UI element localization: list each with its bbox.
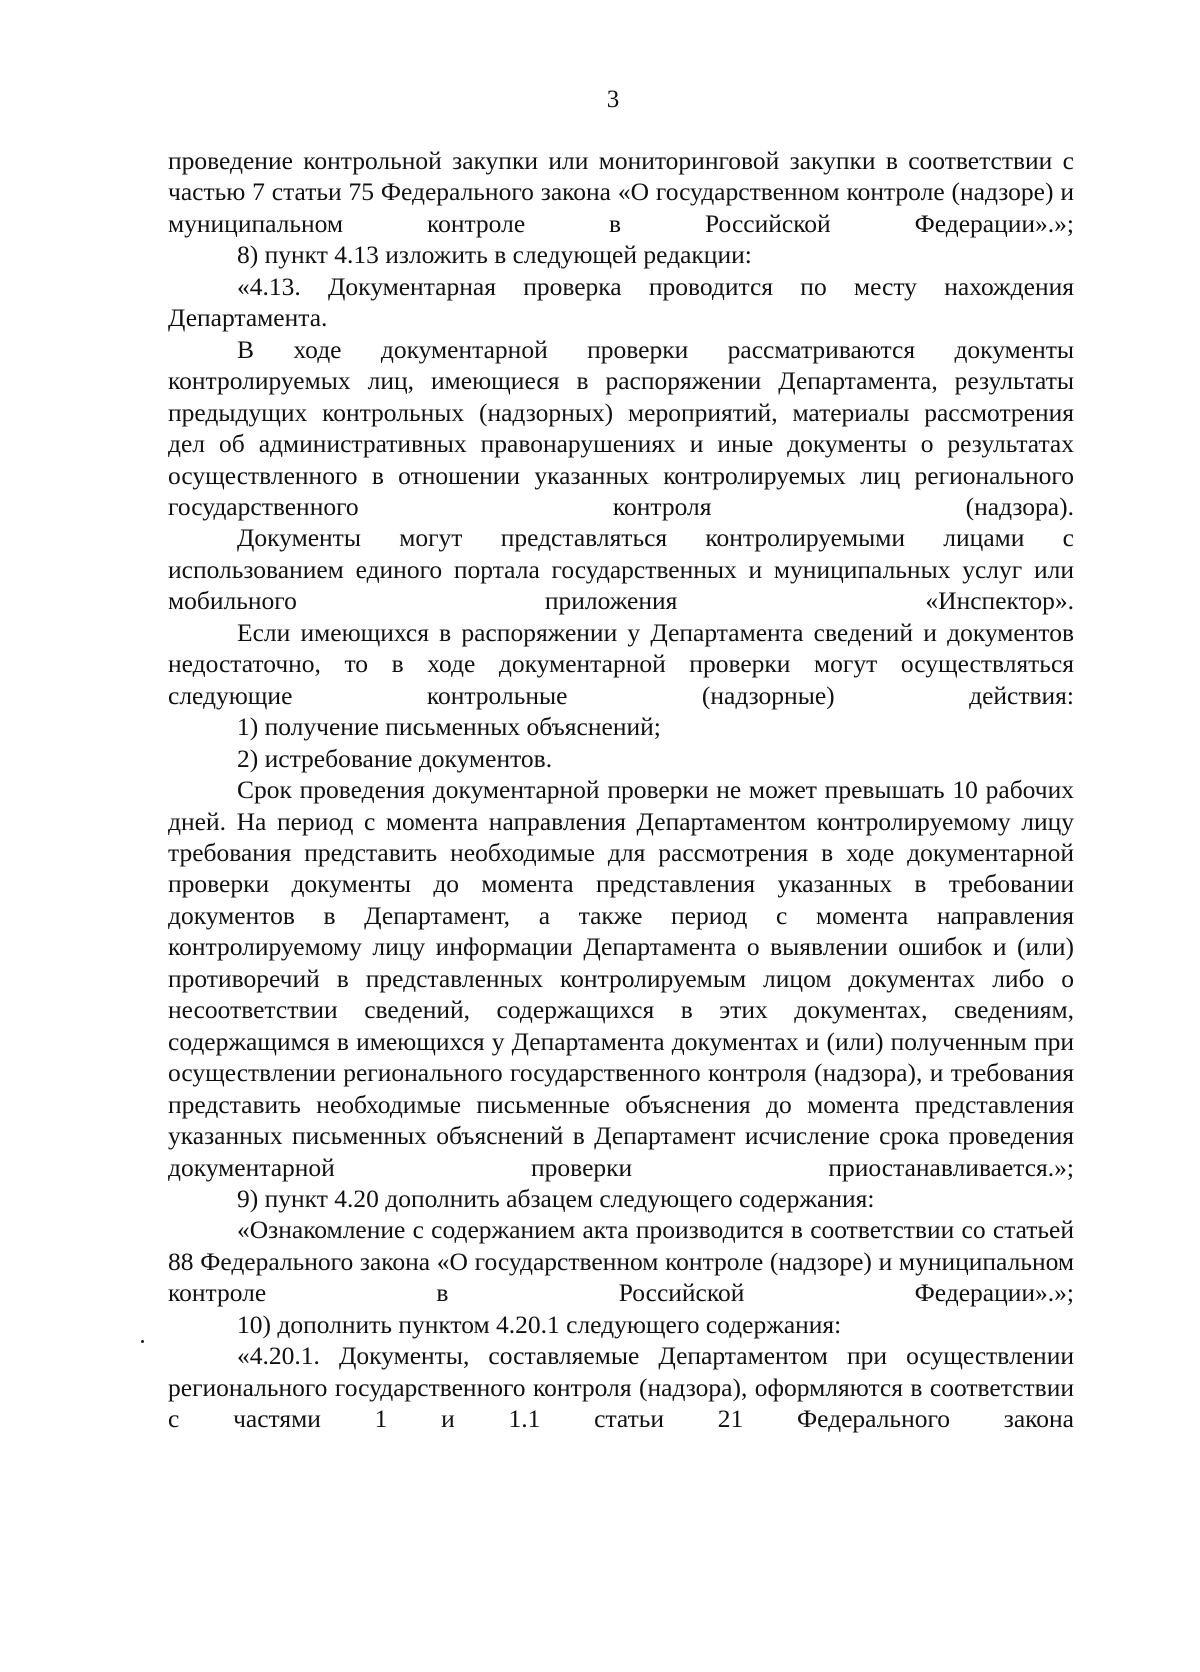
- paragraph-item-8: 8) пункт 4.13 изложить в следующей редакции:: [237, 240, 752, 270]
- paragraph-item-10: 10) дополнить пунктом 4.20.1 следующего содержания:: [237, 1309, 842, 1339]
- paragraph-insufficient-info: Если имеющихся в распоряжении у Департамента сведений и документов недостаточно, то в ходе документарной проверки могут осуществляться следующие контрольные (надзорные) действия:: [168, 617, 1074, 710]
- paragraph-4-13: «4.13. Документарная проверка проводится по месту нахождения Департамента.: [168, 271, 1074, 333]
- list-item-documents: 2) истребование документов.: [237, 743, 553, 773]
- paragraph-documentary-review: В ходе документарной проверки рассматриваются документы контролируемых лиц, имеющиеся в распоряжении Департамента, результаты предыдущих контрольных (надзорных) мероприятий, материалы рассмотрения дел об административных правонарушениях и иные документы о результатах осуществленного в отношении указанных контролируемых лиц регионального государственного контроля (надзора).: [168, 334, 1074, 521]
- scan-artifact-dot: [141, 1340, 144, 1343]
- paragraph-act-familiarization: «Ознакомление с содержанием акта производится в соответствии со статьей 88 Федерального закона «О государственном контроле (надзоре) и муниципальном контроле в Российской Федерации».»;: [168, 1215, 1074, 1308]
- paragraph-review-term: Срок проведения документарной проверки не может превышать 10 рабочих дней. На период с момента направления Департаментом контролируемому лицу требования представить необходимые для рассмотрения в ходе документарной проверки документы до момента представления указанных в требовании документов в Департамент, а также период с момента направления контролируемому лицу информации Департамента о выявлении ошибок и (или) противоречий в представленных контролируемым лицом документах либо о несоответствии сведений, содержащихся в этих документах, сведениям, содержащимся в имеющихся у Департамента документах и (или) полученным при осуществлении регионального государственного контроля (надзора), и требования представить необходимые письменные объяснения до момента представления указанных письменных объяснений в Департамент исчисление срока проведения документарной проверки приостанавливается.»;: [168, 775, 1074, 1182]
- paragraph-item-9: 9) пункт 4.20 дополнить абзацем следующего содержания:: [237, 1183, 875, 1213]
- paragraph-4-20-1: «4.20.1. Документы, составляемые Департаментом при осуществлении регионального государственного контроля (надзора), оформляются в соответствии с частями 1 и 1.1 статьи 21 Федерального закона: [168, 1341, 1074, 1434]
- page-number: 3: [606, 86, 620, 113]
- document-body: [168, 145, 1074, 1435]
- list-item-explanations: 1) получение письменных объяснений;: [237, 712, 661, 742]
- paragraph-continuation: проведение контрольной закупки или мониторинговой закупки в соответствии с частью 7 статьи 75 Федерального закона «О государственном контроле (надзоре) и муниципальном контроле в Российской Федерации».»;: [168, 146, 1074, 238]
- paragraph-documents-submission: Документы могут представляться контролируемыми лицами с использованием единого портала государственных и муниципальных услуг или мобильного приложения «Инспектор».: [168, 523, 1074, 616]
